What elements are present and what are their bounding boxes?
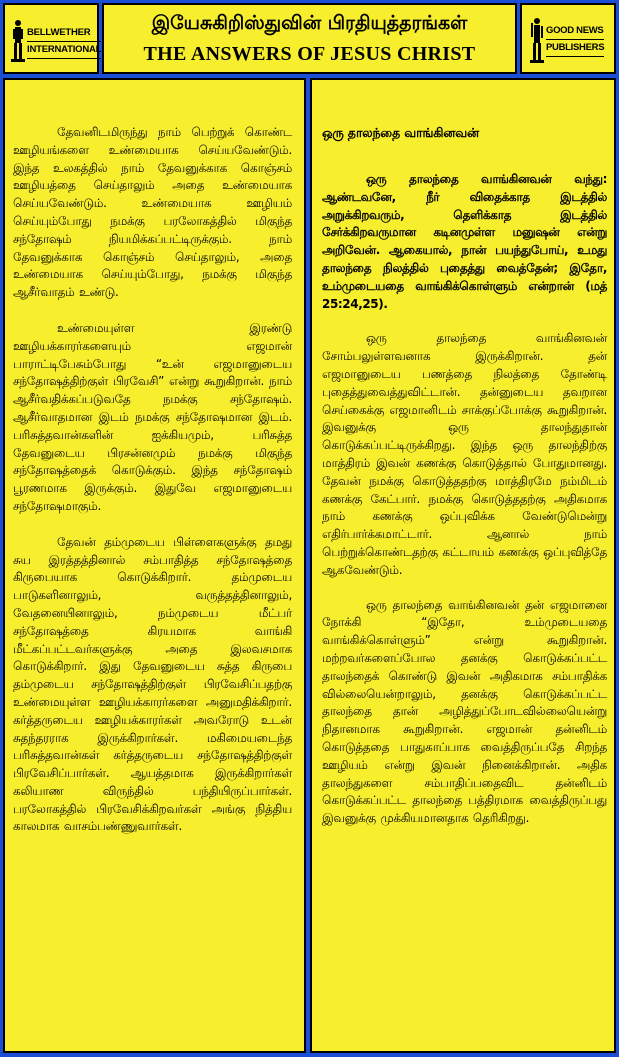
bellwether-figure-icon <box>11 19 25 63</box>
left-paragraph: தேவன் தம்முடைய பிள்ளைகளுக்கு தமது சுய இரத்தத்தினால் சம்பாதித்த சந்தோஷத்தை கிருபையாக கொடுக்கிறார். தம்முடைய பாடுகளினாலும், வருத்தத்தினாலும், வேதனையினாலும், நம்முடைய மீட்பர் சந்தோஷத்தை கிரயமாக வாங்கி மீட்கப்பட்டவர்களுக்கு அதை இலவசமாக கொடுக்கிறார். இது தேவனுடைய சுத்த கிருபை தம்முடைய சந்தோஷத்திற்குள் பிரவேசிப்பதற்கு உண்மையுள்ள ஊழியக்காரர்களை அனுமதிக்கிறார். கர்த்தருடைய ஊழியக்காரர்கள் அவரோடு உடன் சுதந்தரராக இருக்கிறார்கள். மகிமையடைந்த பரிசுத்தவான்கள் கர்த்தருடைய சந்தோஷத்திற்குள் பிரவேசிப்பார்கள். ஆயத்தமாக இருக்கிறார்கள் கலியாண விருந்தில் பந்தியிருப்பார்கள். பரலோகத்தில் பிரவேசிக்கிறவர்கள் அங்கு நித்திய காலமாக வாசம்பண்ணுவார்கள். <box>13 534 292 834</box>
good-news-figure-icon <box>530 17 544 65</box>
section-heading: ஒரு தாலந்தை வாங்கினவன் <box>322 125 479 140</box>
title-box <box>102 3 517 74</box>
page-title-english: THE ANSWERS OF JESUS CHRIST <box>143 42 476 65</box>
good-news-logo <box>520 3 616 74</box>
left-column-text <box>13 124 292 836</box>
bellwether-logo <box>3 3 102 74</box>
header <box>3 3 616 74</box>
bellwether-logo-line1: BELLWETHER <box>27 25 101 42</box>
left-paragraph: உண்மையுள்ள இரண்டு ஊழியக்காரர்களையும் எஜமான் பாராட்டிபேசும்போது “உன் எஜமானுடைய சந்தோஷத்திற்குள் பிரவேசி” என்று கூறுகிறான். நாம் ஆசீர்வதிக்கப்படுவதே நமக்கு சந்தோஷம். ஆசீர்வாதமான இடம் நமக்கு சந்தோஷமான இடம். பரிசுத்தவான்களின் ஐக்கியமும், பரிசுத்த தேவனுடைய பிரசன்னமும் நமக்கு மிகுந்த சந்தோஷத்தைக் கொடுக்கும். இந்த சந்தோஷம் பூரணமாக இருக்கும். இதுவே எஜமானுடைய சந்தோஷமாகும். <box>13 320 292 513</box>
page-title-tamil: இயேசுகிறிஸ்துவின் பிரதியுத்தரங்கள் <box>151 11 468 34</box>
right-column <box>310 78 616 1053</box>
right-paragraph: ஒரு தாலந்தை வாங்கினவன் தன் எஜமானை நோக்கி “இதோ, உம்முடையதை வாங்கிக்கொள்ளும்” என்று கூறுகிறான். மற்றவர்களைப்போல தனக்கு கொடுக்கப்பட்ட தாலந்தைக் கொண்டு இவன் அதிகமாக சம்பாதிக்க வில்லையென்றாலும், தனக்கு கொடுக்கப்பட்ட தாலந்தை தான் அழித்துப்போடவில்லையென்று நிதானமாக கூறுகிறான். எஜமான் தன்னிடம் கொடுத்ததை பாதுகாப்பாக வைத்திருப்பதே சிறந்த ஊழியம் என்று இவன் நினைக்கிறான். அதிக தாலந்துகளை சம்பாதிப்பதைவிட தன்னிடம் கொடுக்கப்பட்ட தாலந்தை பத்திரமாக வைத்திருப்பது இவனுக்கு முக்கியமானதாக தெரிகிறது. <box>322 597 607 826</box>
good-news-logo-line2: PUBLISHERS <box>546 40 604 57</box>
right-column-text <box>322 124 607 828</box>
good-news-logo-line1: GOOD NEWS <box>546 23 604 40</box>
bellwether-logo-line2: INTERNATIONAL <box>27 42 101 59</box>
scripture-verse: ஒரு தாலந்தை வாங்கினவன் வந்து: ஆண்டவனே, நீர் விதைக்காத இடத்தில் அறுக்கிறவரும், தெளிக்காத இடத்தில் சேர்க்கிறவருமான கடினமுள்ள மனுஷன் என்று அறிவேன். ஆகையால், நான் பயந்துபோய், உமது தாலந்தை நிலத்தில் புதைத்து வைத்தேன்; இதோ, உம்முடையதை வாங்கிக்கொள்ளும் என்றான் (மத் 25:24,25). <box>322 172 607 311</box>
left-paragraph: தேவனிடமிருந்து நாம் பெற்றுக் கொண்ட ஊழியங்களை உண்மையாக செய்யவேண்டும். இந்த உலகத்தில் நாம் தேவனுக்காக கொஞ்சம் ஊழியத்தை செய்தாலும் அதை உண்மையாக செய்யவேண்டும். உண்மையாக ஊழியம் செய்யும்போது நமக்கு பரலோகத்தில் மிகுந்த சந்தோஷம் நியமிக்கப்பட்டிருக்கும். நாம் தேவனுக்காக கொஞ்சம் செய்தாலும், அதை உண்மையாக செய்யும்போது, நமக்கு மிகுந்த ஆசீர்வாதம் உண்டு. <box>13 125 292 300</box>
left-column <box>3 78 306 1053</box>
right-paragraph: ஒரு தாலந்தை வாங்கினவன் சோம்பலுள்ளவனாக இருக்கிறான். தன் எஜமானுடைய பணத்தை நிலத்தை தோண்டி புதைத்துவைத்துவிட்டான். தன்னுடைய தவறான செய்கைக்கு எஜமானிடம் சாக்குப்போக்கு கூறுகிறான். இவனுக்கு ஒரு தாலந்துதான் கொடுக்கப்பட்டிருக்கிறது. இந்த ஒரு தாலந்திற்கு மாத்திரம் இவன் கணக்கு கொடுத்தால் போதுமானது. தேவன் நமக்கு கொடுத்ததற்கு மாத்திரமே நம்மிடம் கணக்கு கேட்பார். நமக்கு கொடுத்ததற்கு அதிகமாக நாம் கணக்கு ஒப்புவிக்க வேண்டுமென்று எதிர்பார்க்கமாட்டார். ஆனால் நாம் பெற்றுக்கொண்டதற்கு கட்டாயம் கணக்கு ஒப்புவித்தே ஆகவேண்டும். <box>322 331 607 577</box>
